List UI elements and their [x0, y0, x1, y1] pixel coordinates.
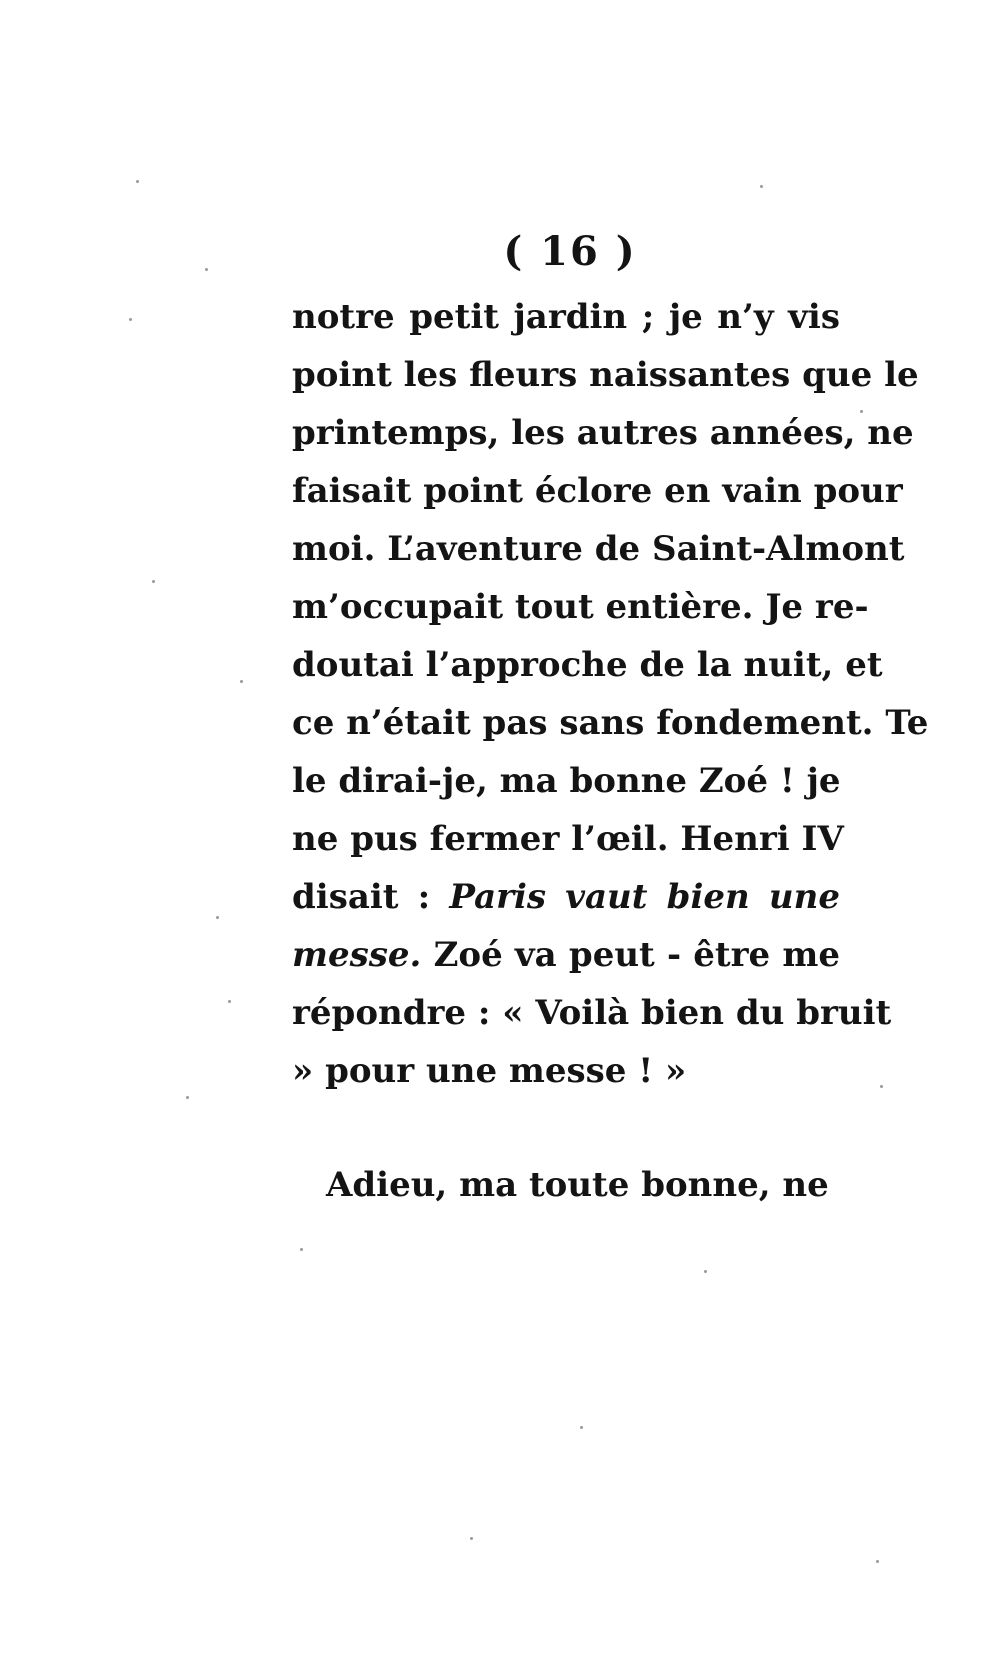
text-line: » pour une messe ! »	[292, 1051, 687, 1091]
paper-speck	[876, 1560, 879, 1563]
paper-speck	[129, 318, 132, 321]
paper-speck	[704, 1270, 707, 1273]
paper-speck	[205, 268, 208, 271]
text-line: printemps, les autres années, ne	[292, 413, 914, 453]
text-line: ne pus fermer l’œil. Henri IV	[292, 819, 844, 859]
paper-speck	[860, 410, 863, 413]
paper-speck	[300, 1248, 303, 1251]
text-line-plain: Zoé va peut - être me	[421, 935, 840, 975]
paper-speck	[136, 180, 139, 183]
paper-speck	[186, 1096, 189, 1099]
paper-speck	[240, 680, 243, 683]
text-line	[292, 926, 840, 984]
text-line-italic: Paris vaut bien une	[449, 877, 840, 917]
text-line: ce n’était pas sans fondement. Te	[292, 703, 929, 743]
text-line: le dirai-je, ma bonne Zoé ! je	[292, 761, 841, 801]
paper-speck	[152, 580, 155, 583]
page-number: ( 16 )	[503, 228, 637, 275]
text-line	[292, 868, 840, 926]
paper-speck	[470, 1537, 473, 1540]
text-line: faisait point éclore en vain pour	[292, 471, 903, 511]
text-line: Adieu, ma toute bonne, ne	[326, 1165, 829, 1205]
text-line: notre petit jardin ; je n’y vis	[292, 297, 840, 337]
text-line-italic: messe.	[292, 935, 422, 975]
paper-speck	[760, 185, 763, 188]
paragraph-gap	[292, 1100, 840, 1156]
body-text	[292, 288, 929, 1214]
paper-speck	[880, 1085, 883, 1088]
text-line: doutai l’approche de la nuit, et	[292, 645, 883, 685]
text-line: point les fleurs naissantes que le	[292, 355, 919, 395]
text-line: moi. L’aventure de Saint-Almont	[292, 529, 905, 569]
paper-speck	[216, 916, 219, 919]
paper-speck	[580, 1426, 583, 1429]
paper-speck	[228, 1000, 231, 1003]
text-line: répondre : « Voilà bien du bruit	[292, 993, 892, 1033]
text-line: m’occupait tout entière. Je re-	[292, 587, 869, 627]
text-line-plain: disait :	[292, 877, 450, 917]
